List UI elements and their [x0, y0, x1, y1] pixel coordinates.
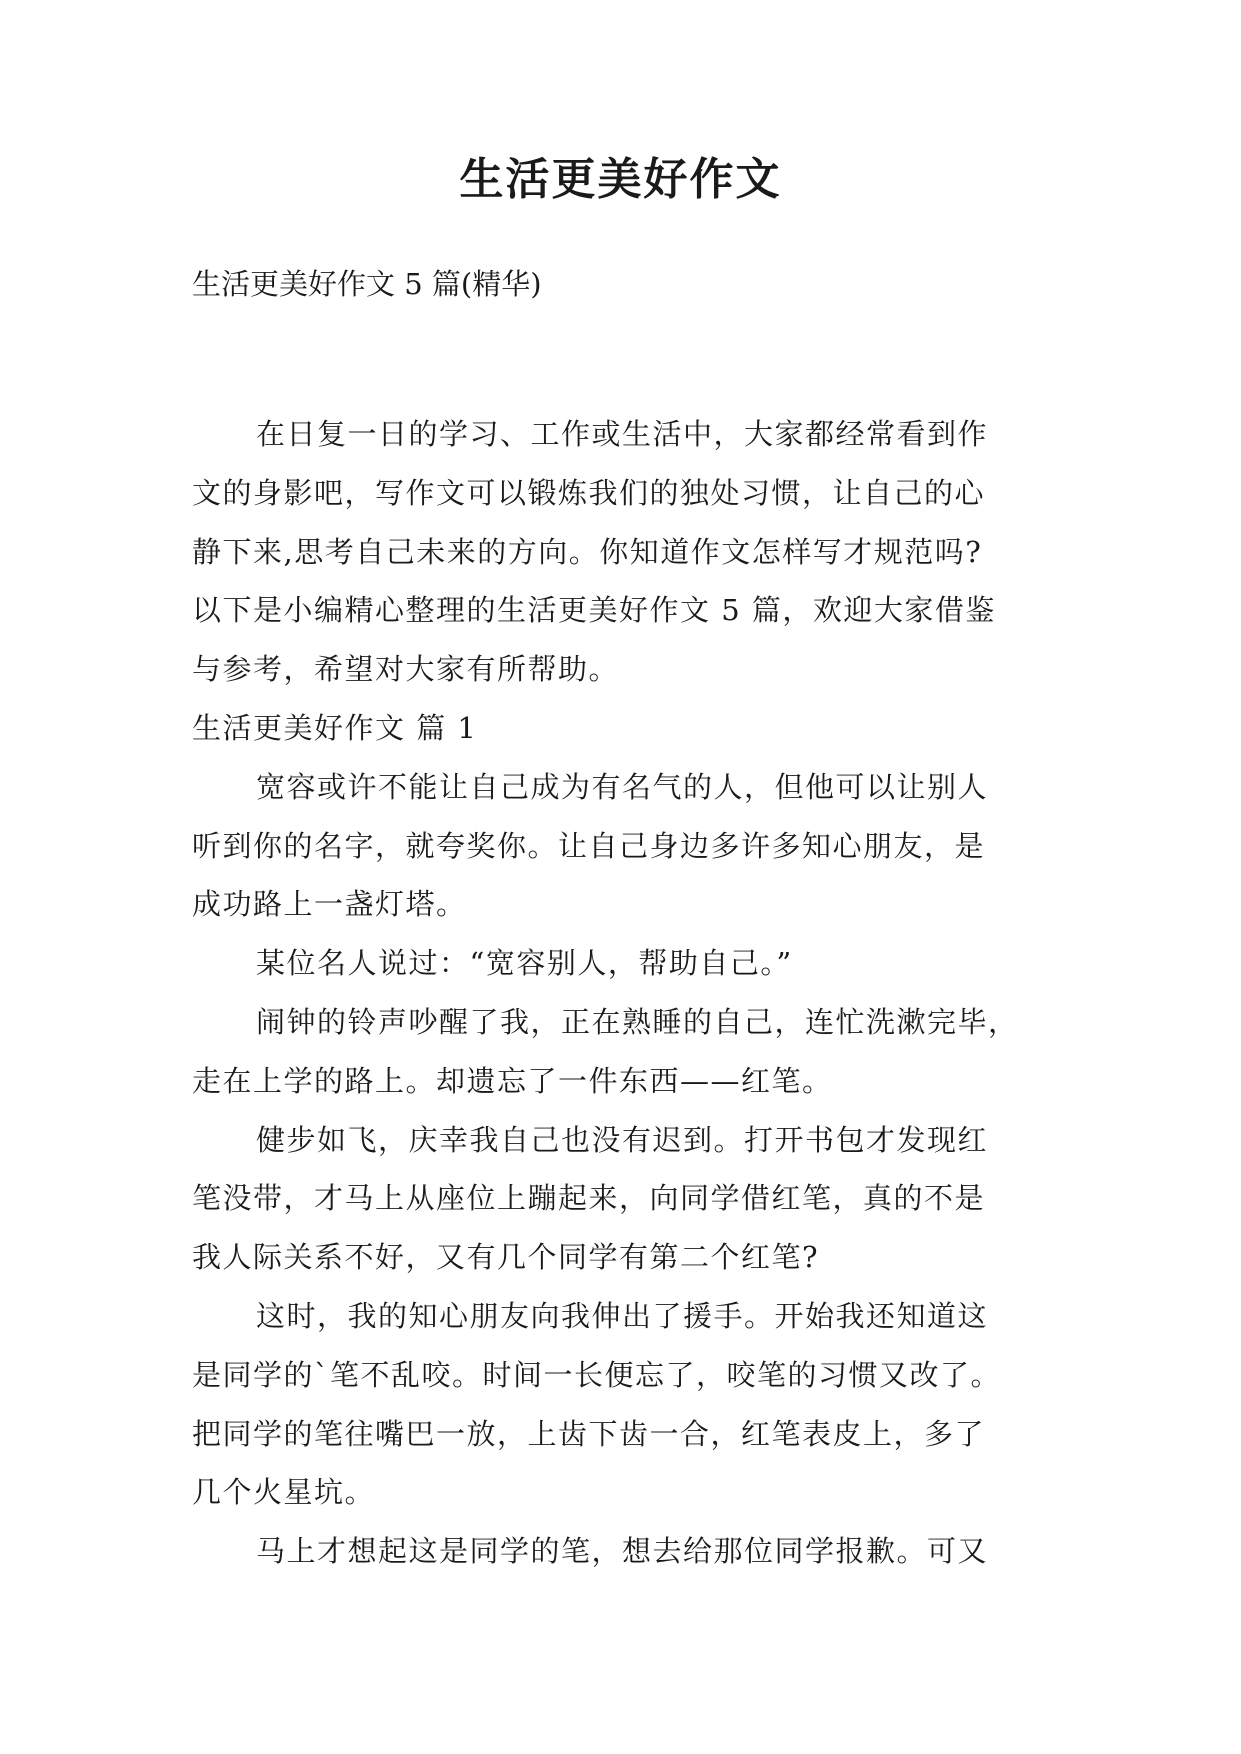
text-line: 某位名人说过：“宽容别人，帮助自己。”	[256, 946, 793, 981]
document-body	[192, 405, 1072, 1581]
text-line: 闹钟的铃声吵醒了我，正在熟睡的自己，连忙洗漱完毕，	[256, 1004, 1019, 1039]
text-line: 宽容或许不能让自己成为有名气的人，但他可以让别人	[256, 769, 989, 804]
text-line: 把同学的笔往嘴巴一放，上齿下齿一合，红笔表皮上，多了	[192, 1416, 986, 1451]
text-line: 马上才想起这是同学的笔，想去给那位同学报歉。可又	[256, 1534, 989, 1569]
text-line: 笔没带，才马上从座位上蹦起来，向同学借红笔，真的不是	[192, 1181, 986, 1216]
text-line: 静下来,思考自己未来的方向。你知道作文怎样写才规范吗?	[192, 534, 983, 569]
document-title: 生活更美好作文	[459, 154, 782, 205]
text-line: 听到你的名字，就夸奖你。让自己身边多许多知心朋友，是	[192, 828, 986, 863]
text-line: 与参考，希望对大家有所帮助。	[192, 652, 620, 687]
text-line: 以下是小编精心整理的生活更美好作文 5 篇，欢迎大家借鉴	[192, 593, 996, 628]
text-line: 生活更美好作文 篇 1	[192, 710, 478, 745]
text-line: 我人际关系不好，又有几个同学有第二个红笔?	[192, 1240, 820, 1275]
text-line: 成功路上一盏灯塔。	[192, 887, 467, 922]
text-line: 文的身影吧，写作文可以锻炼我们的独处习惯，让自己的心	[192, 475, 986, 510]
text-line: 这时，我的知心朋友向我伸出了援手。开始我还知道这	[256, 1298, 989, 1333]
text-line: 是同学的`笔不乱咬。时间一长便忘了，咬笔的习惯又改了。	[192, 1357, 1002, 1392]
document-subtitle: 生活更美好作文 5 篇(精华)	[192, 267, 542, 301]
text-line: 健步如飞，庆幸我自己也没有迟到。打开书包才发现红	[256, 1122, 989, 1157]
text-line: 几个火星坑。	[192, 1475, 376, 1510]
text-line: 在日复一日的学习、工作或生活中，大家都经常看到作	[256, 417, 989, 451]
text-line: 走在上学的路上。却遗忘了一件东西——红笔。	[192, 1063, 833, 1098]
